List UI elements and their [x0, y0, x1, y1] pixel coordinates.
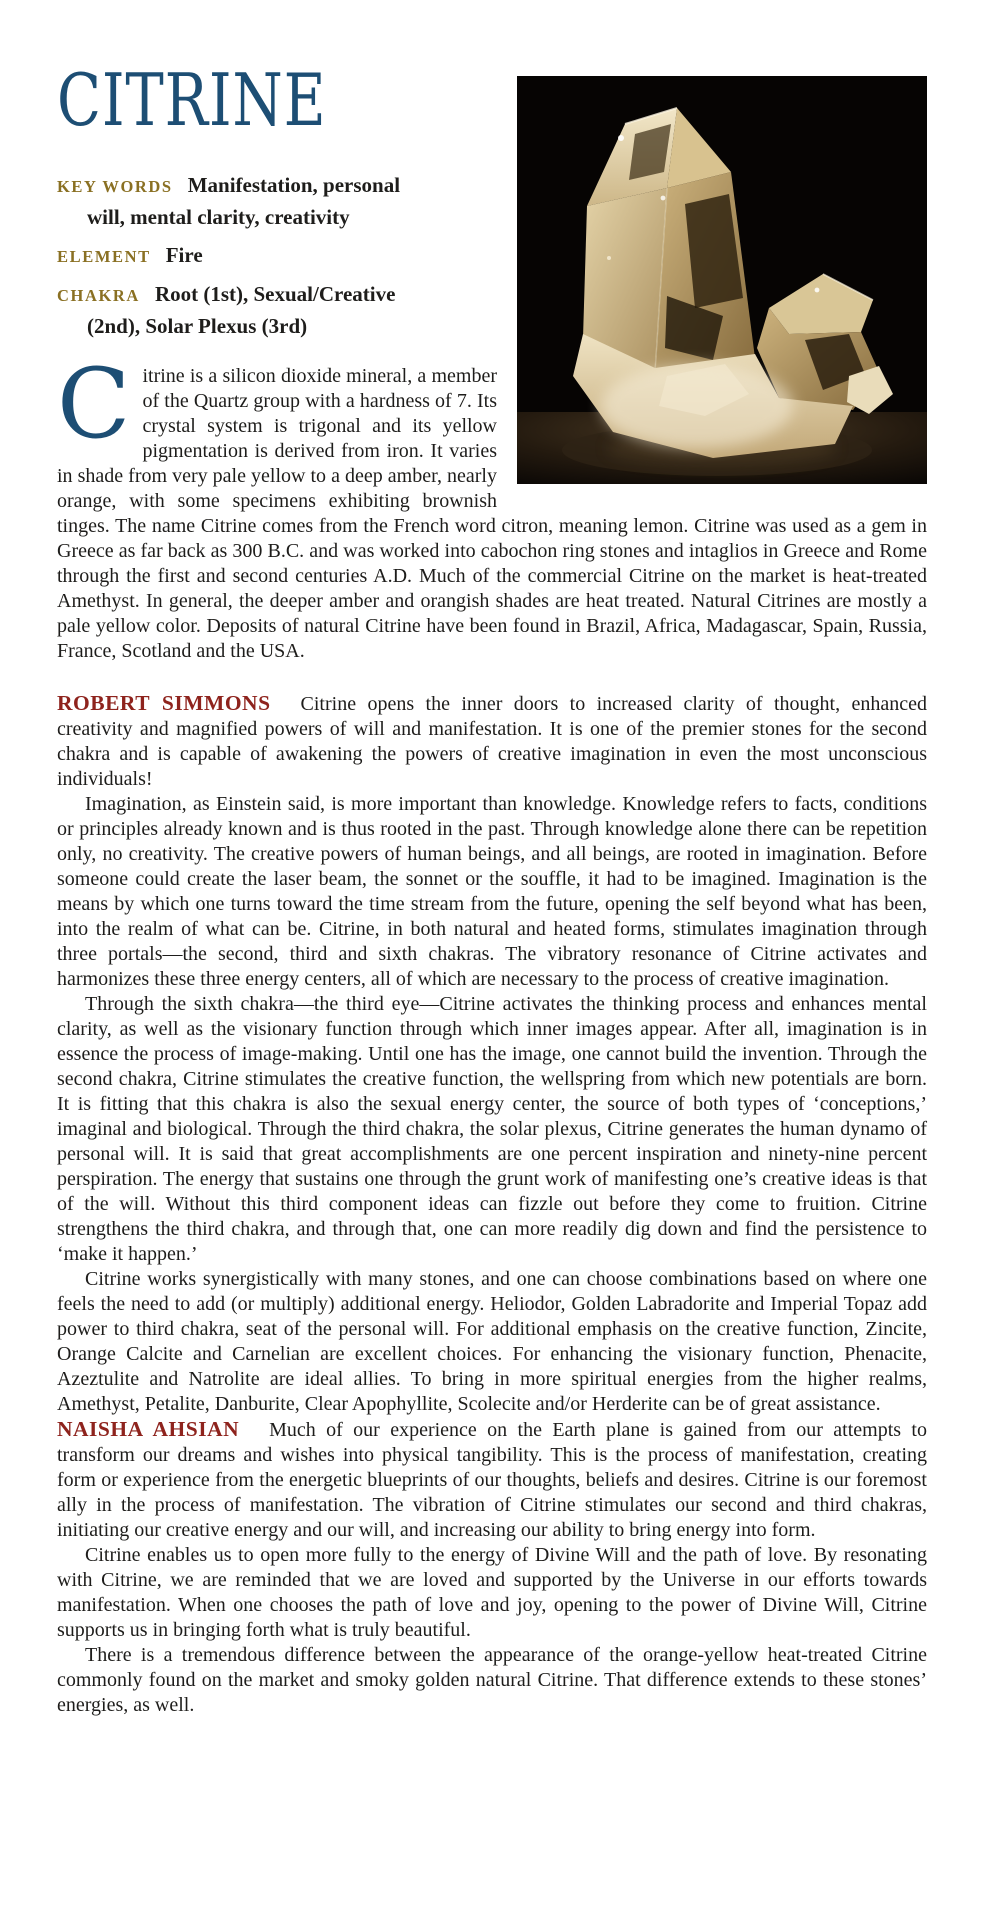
citrine-crystal-photo [517, 76, 927, 484]
paragraph: Citrine works synergistically with many stones, and one can choose combinations based on where one feels the need to add (or multiply) additional energy. Heliodor, Golden Labradorite and Imperial Topaz add power to third chakra, seat of the personal will. For additional emphasis on the creative function, Zincite, Orange Calcite and Carnelian are excellent choices. For enhancing the visionary function, Phenacite, Azeztulite and Natrolite are ideal allies. To bring in more spiritual energies from the higher realms, Amethyst, Petalite, Danburite, Clear Apophyllite, Scolecite and/or Herderite can be of great assistance. [57, 1268, 927, 1415]
section-robert-simmons [57, 691, 927, 1417]
property-label-chakra: CHAKRA [57, 286, 140, 305]
paragraph: Citrine enables us to open more fully to the energy of Divine Will and the path of love. By resonating with Citrine, we are reminded that we are loved and supported by the Universe in our efforts towards manifestation. When one chooses the path of love and joy, opening to the power of Divine Will, Citrine supports us in bringing forth what is truly beautiful. [57, 1544, 927, 1641]
intro-text: itrine is a silicon dioxide mineral, a member of the Quartz group with a hardness of 7. Its crystal system is trigonal and its yellow pigmentation is derived from iron. It varies in shade from very pale yellow to a deep amber, nearly orange, with some specimens exhibiting brownish tinges. The name Citrine comes from the French word citron, meaning lemon. Citrine was used as a gem in Greece as far back as 300 B.C. and was worked into cabochon ring stones and intaglios in Greece and Rome through the first and second centuries A.D. Much of the commercial Citrine on the market is heat-treated Amethyst. In general, the deeper amber and orangish shades are heat treated. Natural Citrines are mostly a pale yellow color. Deposits of natural Citrine have been found in Brazil, Africa, Madagascar, Spain, Russia, France, Scotland and the USA. [57, 365, 927, 662]
property-element [57, 240, 429, 272]
article-body [57, 348, 927, 1718]
section-naisha-ahsian [57, 1417, 927, 1718]
paragraph-text: Much of our experience on the Earth plane is gained from our attempts to transform our dreams and wishes into physical tangibility. This is the process of manifestation, creating form or experience from the energetic blueprints of our thoughts, beliefs and desires. Citrine is our foremost ally in the process of manifestation. The vibration of Citrine stimulates our second and third chakras, initiating our creative energy and our will, and increasing our ability to bring energy into form. [57, 1419, 927, 1541]
page-title: CITRINE [57, 58, 327, 142]
property-value-chakra: Root (1st), Sexual/Creative (2nd), Solar Plexus (3rd) [87, 282, 396, 338]
property-chakra [57, 279, 429, 342]
paragraph [57, 1417, 927, 1543]
paragraph: Through the sixth chakra—the third eye—Citrine activates the thinking process and enhances mental clarity, as well as the visionary function through which inner images appear. After all, imagination is in essence the process of image-making. Until one has the image, one cannot build the invention. Through the second chakra, Citrine stimulates the creative function, the wellspring from which new potentials are born. It is fitting that this chakra is also the sexual energy center, the source of both types of ‘conceptions,’ imaginal and biological. Through the third chakra, the solar plexus, Citrine generates the human dynamo of personal will. It is said that great accomplishments are one percent inspiration and ninety-nine percent perspiration. The energy that sustains one through the grunt work of manifesting one’s creative ideas is that of the will. Without this third component ideas can fizzle out before they come to fruition. Citrine strengthens the third chakra, and through that, one can more readily dig down and find the persistence to ‘make it happen.’ [57, 993, 927, 1265]
property-value-key-words: Manifestation, personal will, mental clarity, creativity [87, 173, 401, 229]
property-value-element: Fire [165, 243, 203, 267]
drop-cap: C [57, 348, 131, 460]
paragraph [57, 691, 927, 792]
property-label-element: ELEMENT [57, 247, 151, 266]
paragraph: There is a tremendous difference between the appearance of the orange-yellow heat-treated Citrine commonly found on the market and smoky golden natural Citrine. That difference extends to these stones’ energies, as well. [57, 1644, 927, 1716]
stone-properties [57, 170, 429, 342]
property-key-words [57, 170, 429, 233]
property-label-key-words: KEY WORDS [57, 177, 173, 196]
paragraph: Imagination, as Einstein said, is more important than knowledge. Knowledge refers to facts, conditions or principles already known and is thus rooted in the past. Through knowledge alone there can be repetition only, no creativity. The creative powers of human beings, and all beings, are rooted in imagination. Before someone could create the laser beam, the sonnet or the souffle, it had to be imagined. Imagination is the means by which one turns toward the time stream from the future, opening the self beyond what has been, into the realm of what can be. Citrine, in both natural and heated forms, stimulates imagination through three portals—the second, third and sixth chakras. The vibratory resonance of Citrine activates and harmonizes these three energy centers, all of which are necessary to the process of creative imagination. [57, 793, 927, 990]
citrine-crystal-illustration [517, 76, 927, 484]
author-name-naisha-ahsian: NAISHA AHSIAN [57, 1417, 240, 1441]
paragraph-text: Citrine opens the inner doors to increased clarity of thought, enhanced creativity and magnified powers of will and manifestation. It is one of the premier stones for the second chakra and is capable of awakening the powers of creative imagination in even the most unconscious individuals! [57, 693, 927, 790]
author-name-robert-simmons: ROBERT SIMMONS [57, 691, 271, 715]
